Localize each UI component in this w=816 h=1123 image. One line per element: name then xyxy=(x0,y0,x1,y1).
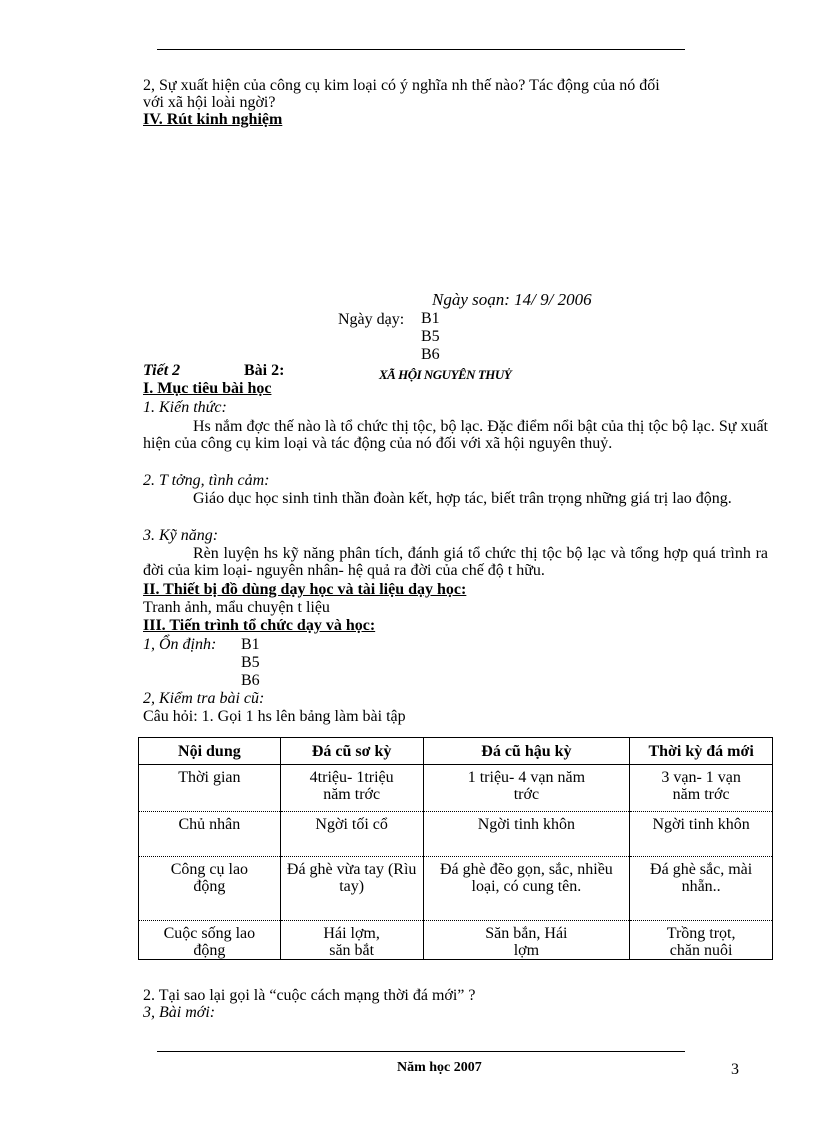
table-cell: Cuộc sống lao động xyxy=(139,921,281,960)
stabilize-class-1: B1 xyxy=(241,636,260,653)
review-heading: 2, Kiểm tra bài cũ: xyxy=(143,690,265,707)
materials-text: Tranh ảnh, mẩu chuyện t liệu xyxy=(143,599,330,616)
teaching-class-1: B1 xyxy=(421,310,440,327)
table-cell: Ngời tối cổ xyxy=(280,812,423,857)
skills-heading: 3. Kỹ năng: xyxy=(143,527,219,544)
table-cell: 3 vạn- 1 vạn năm trớc xyxy=(630,765,773,812)
table-row xyxy=(139,812,773,857)
table-cell: 4triệu- 1triệu năm trớc xyxy=(280,765,423,812)
section-iii-heading: III. Tiến trình tổ chức dạy và học: xyxy=(143,617,376,634)
table-cell: Đá ghè sắc, mài nhẵn.. xyxy=(630,857,773,921)
lesson-number: Bài 2: xyxy=(244,362,285,379)
stone-age-table xyxy=(138,737,773,960)
table-header: Thời kỳ đá mới xyxy=(630,738,773,765)
table-cell: 1 triệu- 4 vạn năm trớc xyxy=(423,765,630,812)
top-question-line1: 2, Sự xuất hiện của công cụ kim loại có ý nghĩa nh thế nào? Tác động của nó đối xyxy=(143,77,660,94)
table-row xyxy=(139,857,773,921)
teaching-day-label: Ngày dạy: xyxy=(338,311,405,328)
header-rule xyxy=(157,49,685,50)
knowledge-text: Hs nắm đợc thế nào là tổ chức thị tộc, bộ lạc. Đặc điểm nổi bật của thị tộc bộ lạc. Sự xuất hiện của công cụ kim loại và tác động của nó đối với xã hội nguyên thuỷ. xyxy=(143,418,768,452)
table-cell: Thời gian xyxy=(139,765,281,812)
table-cell: Đá ghè vừa tay (Rìu tay) xyxy=(280,857,423,921)
table-header-row xyxy=(139,738,773,765)
table-cell: Săn bắn, Hái lợm xyxy=(423,921,630,960)
teaching-class-2: B5 xyxy=(421,328,440,345)
footer-rule xyxy=(157,1051,685,1052)
question-2: 2. Tại sao lại gọi là “cuộc cách mạng thời đá mới” ? xyxy=(143,987,476,1004)
table-header: Đá cũ hậu kỳ xyxy=(423,738,630,765)
table-cell: Chủ nhân xyxy=(139,812,281,857)
table-cell: Trồng trọt, chăn nuôi xyxy=(630,921,773,960)
review-question: Câu hỏi: 1. Gọi 1 hs lên bảng làm bài tập xyxy=(143,708,406,725)
footer-year: Năm học 2007 xyxy=(397,1060,482,1075)
table-cell: Đá ghè đẽo gọn, sắc, nhiều loại, có cung tên. xyxy=(423,857,630,921)
table-cell: Ngời tinh khôn xyxy=(423,812,630,857)
teaching-class-3: B6 xyxy=(421,346,440,363)
new-lesson-heading: 3, Bài mới: xyxy=(143,1004,216,1021)
knowledge-heading: 1. Kiến thức: xyxy=(143,399,227,416)
stabilize-class-2: B5 xyxy=(241,654,260,671)
page-number: 3 xyxy=(731,1061,739,1078)
section-iv-heading: IV. Rút kinh nghiệm xyxy=(143,111,283,128)
attitude-text: Giáo dục học sinh tinh thần đoàn kết, hợp tác, biết trân trọng những giá trị lao động. xyxy=(193,490,732,507)
table-cell: Công cụ lao động xyxy=(139,857,281,921)
lesson-title: XÃ HỘI NGUYÊN THUỶ xyxy=(379,367,512,382)
table-cell: Ngời tinh khôn xyxy=(630,812,773,857)
table-cell: Hái lợm, săn bắt xyxy=(280,921,423,960)
lesson-period: Tiết 2 xyxy=(143,362,181,379)
date-prepared: Ngày soạn: 14/ 9/ 2006 xyxy=(432,290,592,309)
stabilize-label: 1, Ổn định: xyxy=(143,636,217,653)
table-row xyxy=(139,921,773,960)
table-header: Đá cũ sơ kỳ xyxy=(280,738,423,765)
top-question-line2: với xã hội loài ngời? xyxy=(143,94,276,111)
section-ii-heading: II. Thiết bị đồ dùng dạy học và tài liệu dạy học: xyxy=(143,581,467,598)
table-header: Nội dung xyxy=(139,738,281,765)
table-row xyxy=(139,765,773,812)
stabilize-class-3: B6 xyxy=(241,672,260,689)
section-i-heading: I. Mục tiêu bài học xyxy=(143,380,272,397)
skills-text: Rèn luyện hs kỹ năng phân tích, đánh giá tổ chức thị tộc bộ lạc và tổng hợp quá trình ra đời của kim loại- nguyên nhân- hệ quả ra đời của chế độ t hữu. xyxy=(143,545,768,579)
attitude-heading: 2. T tởng, tình cảm: xyxy=(143,472,270,489)
